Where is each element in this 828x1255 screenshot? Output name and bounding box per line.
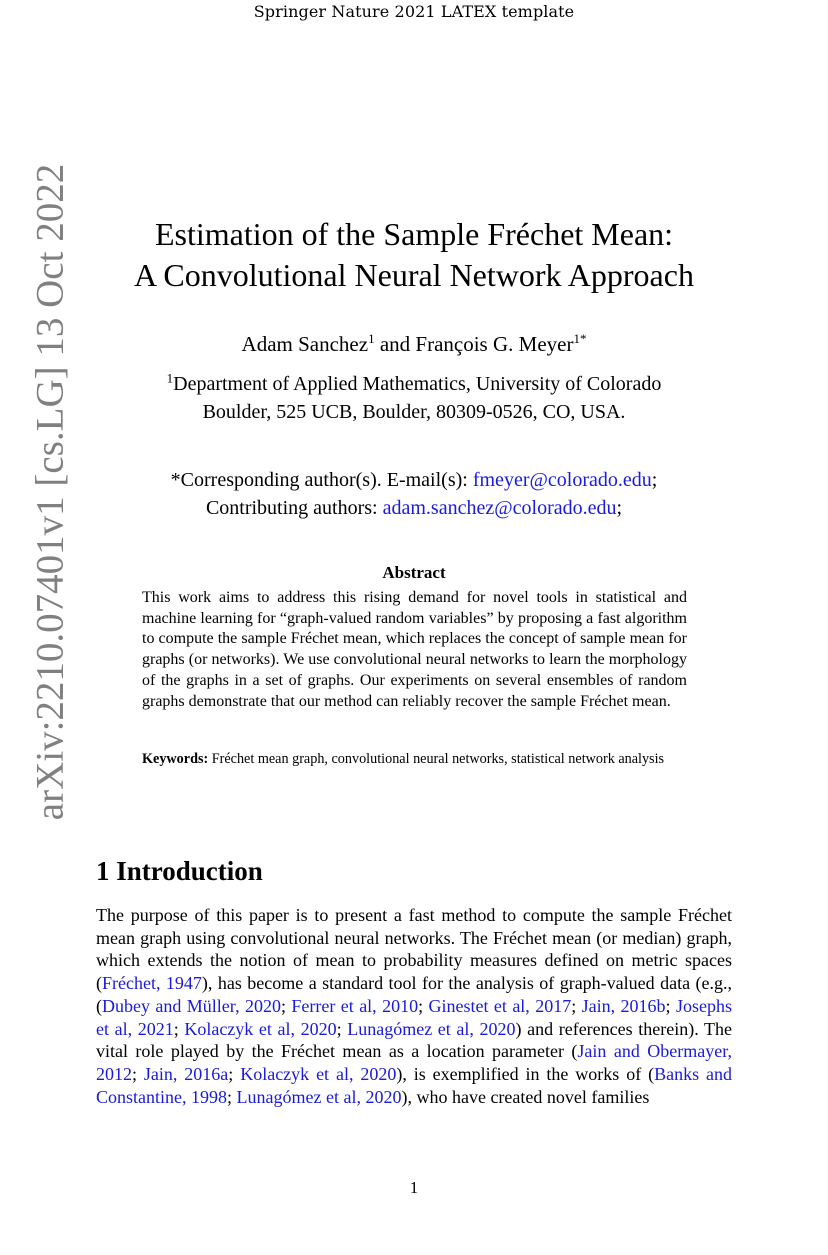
author-1-affil: 1 — [368, 331, 375, 346]
citation-link[interactable]: Kolaczyk et al, 2020 — [184, 1018, 337, 1039]
intro-text: ) and references therein). The vital role played by the Fréchet mean as a location parameter ( — [96, 1018, 732, 1062]
author-2: François G. Meyer — [415, 332, 574, 356]
email-link-corresponding[interactable]: fmeyer@colorado.edu — [472, 469, 652, 491]
affiliation-line-1: Department of Applied Mathematics, University of Colorado — [173, 373, 662, 395]
page-number: 1 — [409, 1178, 419, 1197]
affiliation — [0, 370, 828, 426]
author-1: Adam Sanchez — [241, 332, 369, 356]
affiliation-line-2: Boulder, 525 UCB, Boulder, 80309-0526, CO, USA. — [202, 401, 626, 423]
title-line-2: A Convolutional Neural Network Approach — [134, 257, 694, 293]
section-heading: 1 Introduction — [96, 856, 263, 886]
author-list — [0, 332, 828, 357]
intro-text: ), is exemplified in the works of ( — [396, 1063, 655, 1084]
intro-text: ), who have created novel families — [401, 1086, 650, 1107]
punctuation: ; — [651, 469, 658, 491]
citation-link[interactable]: Ferrer et al, 2010 — [291, 995, 419, 1016]
citation-link[interactable]: Banks and Constantine, 1998 — [96, 1063, 732, 1107]
intro-text: The purpose of this paper is to present a fast method to compute the sample Fréchet mean graph using convolutional neural networks. The Fréchet mean (or median) graph, which extends the notion of mean to probability measures defined on metric spaces ( — [96, 905, 732, 994]
intro-text: ), has become a standard tool for the analysis of graph-valued data (e.g., ( — [96, 973, 732, 1016]
citation-link[interactable]: Lunagómez et al, 2020 — [347, 1018, 516, 1039]
intro-text: ; — [132, 1063, 144, 1084]
keywords — [142, 750, 687, 768]
citation-link[interactable]: Ginestet et al, 2017 — [428, 995, 572, 1016]
citation-link[interactable]: Jain, 2016b — [581, 995, 666, 1016]
introduction-body — [96, 904, 732, 1108]
citation-link[interactable]: Jain, 2016a — [143, 1063, 229, 1084]
author-separator: and — [374, 332, 416, 356]
page-header: Springer Nature 2021 LATEX template — [253, 2, 575, 21]
intro-text: ; — [228, 1063, 241, 1084]
intro-text: ; — [418, 995, 429, 1016]
intro-text: ; — [336, 1018, 348, 1039]
corresponding-label: *Corresponding author(s). E-mail(s): — [170, 469, 473, 491]
arxiv-stamp: arXiv:2210.07401v1 [cs.LG] 13 Oct 2022 — [28, 163, 72, 821]
abstract-body — [142, 588, 687, 712]
contributing-label: Contributing authors: — [205, 497, 383, 519]
correspondence — [0, 466, 828, 522]
abstract-heading: Abstract — [382, 563, 446, 582]
paper-title — [0, 214, 828, 296]
punctuation: ; — [616, 497, 623, 519]
intro-text: ; — [665, 995, 676, 1016]
author-2-affil: 1* — [573, 331, 587, 346]
citation-link[interactable]: Dubey and Müller, 2020 — [102, 995, 281, 1016]
citation-link[interactable]: Kolaczyk et al, 2020 — [240, 1063, 397, 1084]
intro-text: ; — [227, 1086, 237, 1107]
intro-text: ; — [173, 1018, 185, 1039]
affiliation-marker: 1 — [166, 370, 174, 386]
intro-text: ; — [571, 995, 582, 1016]
abstract-text: This work aims to address this rising demand for novel tools in statistical and machine learning for “graph-valued random variables” by proposing a fast algorithm to compute the sample Fréchet mean, which replaces the concept of sample mean for graphs (or networks). We use convolutional neural networks to learn the morphology of the graphs in a set of graphs. Our experiments on several ensembles of random graphs demonstrate that our method can reliably recover the sample Fréchet mean. — [142, 589, 687, 710]
citation-link[interactable]: Jain and Obermayer, 2012 — [96, 1041, 732, 1084]
email-link-contributing[interactable]: adam.sanchez@colorado.edu — [382, 497, 617, 519]
title-line-1: Estimation of the Sample Fréchet Mean: — [154, 216, 674, 252]
intro-text: ; — [280, 995, 292, 1016]
citation-link[interactable]: Lunagómez et al, 2020 — [236, 1086, 402, 1107]
keywords-label: Keywords: — [142, 751, 209, 767]
keywords-text: Fréchet mean graph, convolutional neural networks, statistical network analysis — [208, 751, 665, 767]
citation-link[interactable]: Fréchet, 1947 — [102, 973, 202, 994]
intro-paragraph — [96, 904, 732, 1108]
citation-link[interactable]: Josephs et al, 2021 — [96, 995, 732, 1039]
